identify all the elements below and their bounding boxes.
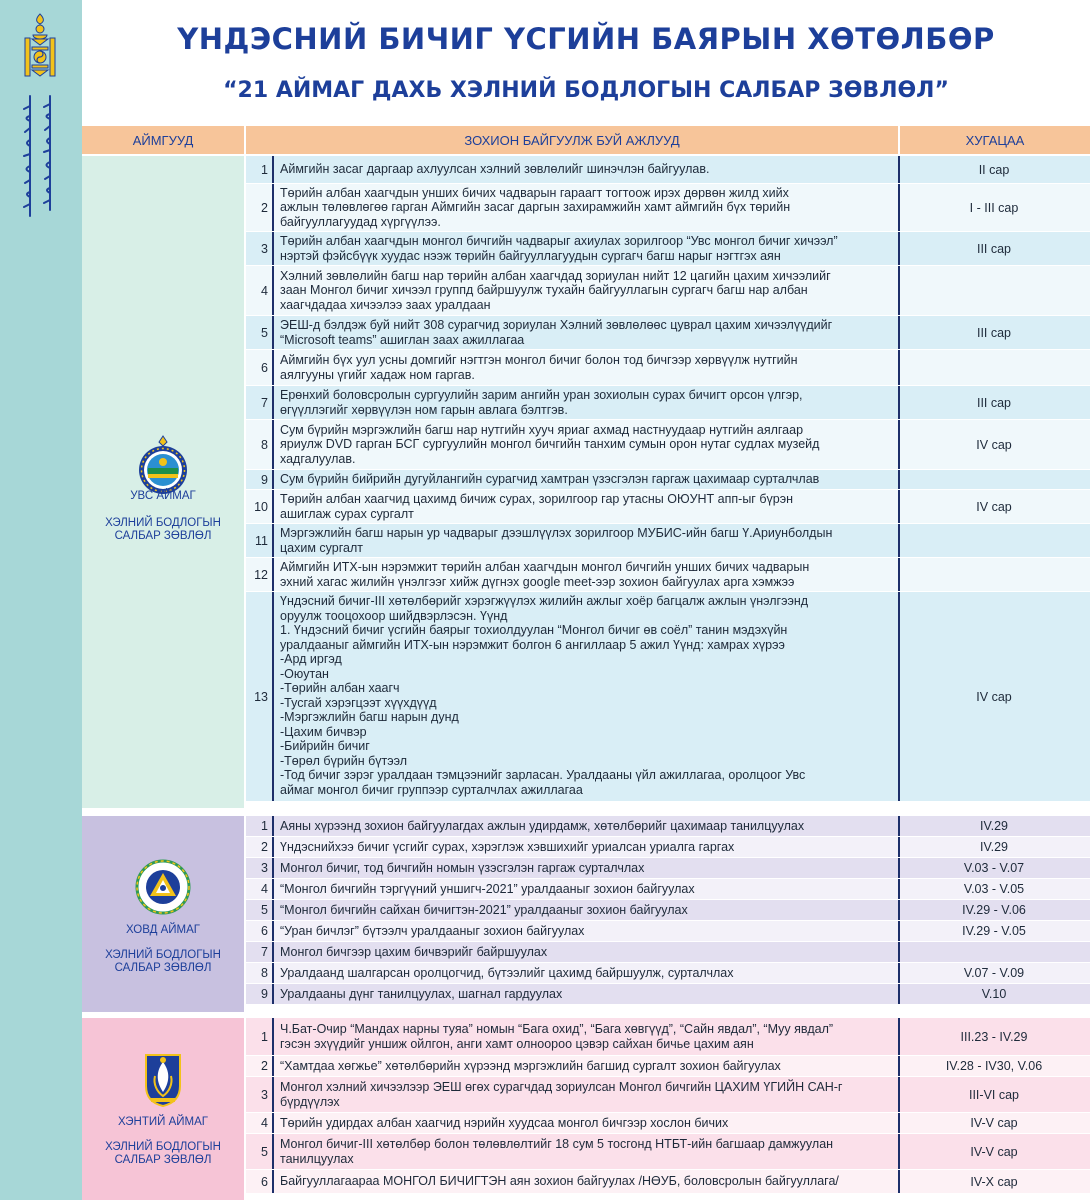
task-time: II сар <box>978 162 1010 177</box>
task-time: IV.29 - V.05 <box>962 924 1026 938</box>
task-text: “Уран бичлэг” бүтээлч уралдааныг зохион байгуулах <box>280 923 585 938</box>
table-row <box>246 858 1090 879</box>
task-time: III-VI сар <box>968 1087 1020 1102</box>
task-time: IV сар <box>976 437 1012 452</box>
table-row <box>246 316 1090 350</box>
table-row <box>246 900 1090 921</box>
task-text: “Монгол бичгийн тэргүүний уншигч-2021” уралдааныг зохион байгуулах <box>280 881 695 896</box>
row-number: 11 <box>255 533 268 548</box>
row-number: 5 <box>261 903 268 917</box>
row-number: 1 <box>261 1029 268 1044</box>
council-name-uvs: ХЭЛНИЙ БОДЛОГЫН САЛБАР ЗӨВЛӨЛ <box>105 517 221 542</box>
task-text: Хэлний зөвлөлийн багш нар төрийн албан хаагчдад зориулан нийт 12 цагийн цахим хичээлийг заан Монгол бичиг хичээл группд байршуулж тухайн байгууллагын сургагч багш нар албан хаагчдадаа хичээлээ заах уралдаан <box>280 268 831 312</box>
aimag-name-uvs: УВС АЙМАГ <box>130 490 196 502</box>
table-row <box>246 470 1090 490</box>
table-row <box>246 232 1090 266</box>
task-text: “Хамтдаа хөгжье” хөтөлбөрийн хүрээнд мэргэжлийн багшид сургалт зохион байгуулах <box>280 1058 781 1073</box>
row-number: 6 <box>261 360 268 375</box>
task-time: I - III сар <box>969 200 1019 215</box>
table-row <box>246 184 1090 232</box>
task-text: Сум бүрийн бийрийн дугуйлангийн сурагчид хамтран үзэсгэлэн гаргаж цахимаар сурталчлав <box>280 472 820 487</box>
row-number: 3 <box>261 241 268 256</box>
task-text: “Монгол бичгийн сайхан бичигтэн-2021” уралдааныг зохион байгуулах <box>280 902 688 917</box>
task-time: IV.29 <box>979 840 1009 854</box>
task-text: Монгол бичиг-III хөтөлбөр болон төлөвлөлтийг 18 сум 5 тосгонд НТБТ-ийн багшаар дамжуулан танилцуулах <box>280 1137 834 1166</box>
task-text: Төрийн удирдах албан хаагчид нэрийн хуудсаа монгол бичгээр хослон бичих <box>280 1115 729 1130</box>
table-row <box>246 558 1090 592</box>
row-number: 8 <box>261 966 268 980</box>
header-time: ХУГАЦАА <box>900 126 1090 154</box>
row-number: 2 <box>261 840 268 854</box>
task-time: III сар <box>976 241 1012 256</box>
task-time: V.03 - V.07 <box>963 861 1025 875</box>
uvs-emblem-icon <box>134 434 192 496</box>
task-time: V.10 <box>981 987 1007 1001</box>
page-title: ҮНДЭСНИЙ БИЧИГ ҮСГИЙН БАЯРЫН ХӨТӨЛБӨР <box>177 22 995 56</box>
header-tasks: ЗОХИОН БАЙГУУЛЖ БУЙ АЖЛУУД <box>246 126 898 154</box>
row-number: 12 <box>254 567 268 582</box>
table-row <box>246 1170 1090 1194</box>
table-row <box>246 490 1090 524</box>
khovd-emblem-icon <box>134 858 192 916</box>
row-number: 9 <box>261 987 268 1001</box>
header-aimag: АЙМГУУД <box>82 126 244 154</box>
task-time: III сар <box>976 395 1012 410</box>
task-time <box>900 470 1088 489</box>
task-time: III сар <box>976 325 1012 340</box>
task-time <box>900 350 1088 385</box>
table-row <box>246 350 1090 386</box>
task-time: IV.28 - IV30, V.06 <box>945 1059 1043 1073</box>
task-text: Ч.Бат-Очир “Мандах нарны туяа” номын “Бага охид”, “Бага хөвгүүд”, “Сайн явдал”, “Муу явдал” гэсэн эхүүдийг уншиж ойлгон, анги хамт олноороо цэвэр сайхан бичье цахим аян <box>280 1022 834 1051</box>
task-text: Байгууллагаараа МОНГОЛ БИЧИГТЭН аян зохион байгуулах /НӨУБ, боловсролын байгууллага/ <box>280 1174 839 1189</box>
task-time <box>900 558 1088 591</box>
row-number: 4 <box>261 882 268 896</box>
table-row <box>246 1077 1090 1113</box>
table-row <box>246 156 1090 184</box>
task-text: Уралдаанд шалгарсан оролцогчид, бүтээлийг цахимд байршуулж, сурталчлах <box>280 965 734 980</box>
task-text: Ерөнхий боловсролын сургуулийн зарим ангийн уран зохиолын сурах бичигт орсон үлгэр, өгүүллэгийг хөрвүүлэн ном гарын авлага бэлтгэв. <box>280 388 803 417</box>
task-time <box>900 524 1088 557</box>
aimag-name-khentii: ХЭНТИЙ АЙМАГ <box>117 1116 208 1128</box>
table-row <box>246 592 1090 802</box>
row-number: 1 <box>261 162 268 177</box>
table-row <box>246 879 1090 900</box>
row-number: 9 <box>261 472 268 487</box>
section-khovd <box>82 816 1090 1012</box>
task-text: Үндэсний бичиг-III хөтөлбөрийг хэрэгжүүлэх жилийн ажлыг хоёр багцалж ажлын үнэлгээнд оруулж тооцохоор шийдвэрлэсэн. Үүнд 1. Үндэсний бичиг үсгийн баярыг тохиолдуулан “Монгол бичиг өв соёл” танин мэдэхүйн уралдааныг аймгийн ИТХ-ын нэрэмжит болгон 6 ангиллаар 5 ажил Үүнд: хамрах хүрээ -Ард иргэд -Оюутан -Төрийн албан хаагч -Тусгай хэрэгцээт хүүхдүүд -Мэргэжлийн багш нарын дунд -Цахим бичвэр -Бийрийн бичиг -Төрөл бүрийн бүтээл -Тод бичиг зэрэг уралдаан тэмцээнийг зарласан. Уралдааны үйл ажиллагаа, оролцоог Увс аймаг монгол бичиг группээр сурталчлах ажиллагаа <box>280 594 809 797</box>
task-text: ЭЕШ-д бэлдэж буй нийт 308 сурагчид зориулан Хэлний зөвлөлөөс цуврал цахим хичээлүүдийг “Microsoft teams” ашиглан заах ажиллагаа <box>280 318 833 347</box>
tasks-table-khentii <box>246 1018 1090 1194</box>
row-number: 7 <box>261 945 268 959</box>
task-text: Монгол бичгээр цахим бичвэрийг байршуулах <box>280 944 548 959</box>
task-text: Төрийн албан хаагчдын унших бичих чадварын гараагт тогтоож ирэх дөрвөн жилд хийх ажлын төлөвлөгөө гарган Аймгийн засаг даргын захирамжийн хамт аймгийн бүх төрийн байгууллагуудад хүргүүлээ. <box>280 185 791 229</box>
task-text: Аяны хүрээнд зохион байгуулагдах ажлын удирдамж, хөтөлбөрийг цахимаар танилцуулах <box>280 818 805 833</box>
task-text: Уралдааны дүнг танилцуулах, шагнал гардуулах <box>280 986 563 1001</box>
table-row <box>246 837 1090 858</box>
table-row <box>246 1134 1090 1170</box>
task-text: Мэргэжлийн багш нарын ур чадварыг дээшлүүлэх зорилгоор МУБИС-ийн багш Ү.Ариунболдын цахим сургалт <box>280 526 833 555</box>
council-name-khovd: ХЭЛНИЙ БОДЛОГЫН САЛБАР ЗӨВЛӨЛ <box>105 949 221 974</box>
row-number: 8 <box>261 437 268 452</box>
task-text: Монгол хэлний хичээлээр ЭЕШ өгөх сурагчдад зориулсан Монгол бичгийн ЦАХИМ ҮГИЙН САН-г бүрдүүлэх <box>280 1080 843 1109</box>
row-number: 3 <box>261 1087 268 1102</box>
row-number: 1 <box>261 819 268 833</box>
aimag-panel-khentii <box>82 1018 244 1200</box>
section-khentii <box>82 1018 1090 1200</box>
task-text: Үндэснийхээ бичиг үсгийг сурах, хэрэглэж хэвшихийг уриалсан уриалга гаргах <box>280 839 735 854</box>
row-number: 2 <box>261 200 268 215</box>
row-number: 5 <box>261 1144 268 1159</box>
table-row <box>246 942 1090 963</box>
aimag-panel-khovd <box>82 816 244 1012</box>
task-time <box>900 266 1088 315</box>
soyombo-icon <box>22 12 58 78</box>
task-text: Аймгийн засаг даргаар ахлуулсан хэлний зөвлөлийг шинэчлэн байгуулав. <box>280 162 710 177</box>
task-time: IV-V сар <box>970 1144 1018 1159</box>
row-number: 3 <box>261 861 268 875</box>
task-text: Төрийн албан хаагчдын монгол бичгийн чадварыг ахиулах зорилгоор “Увс монгол бичиг хичээл” нэртэй фэйсбүүк хуудас нээж төрийн байгууллагуудын сургагч багш нарыг нэгтгэх аян <box>280 234 838 263</box>
mongolian-script-icon <box>14 92 68 222</box>
khentii-emblem-icon <box>143 1052 183 1108</box>
row-number: 4 <box>261 1116 268 1130</box>
row-number: 5 <box>261 325 268 340</box>
task-time: IV-X сар <box>970 1174 1018 1189</box>
table-row <box>246 1018 1090 1056</box>
table-row <box>246 524 1090 558</box>
table-row <box>246 1113 1090 1134</box>
table-row <box>246 921 1090 942</box>
row-number: 7 <box>261 395 268 410</box>
task-time: IV.29 <box>979 819 1009 833</box>
table-row <box>246 1056 1090 1077</box>
row-number: 10 <box>254 499 268 514</box>
table-row <box>246 816 1090 837</box>
task-time: IV сар <box>976 499 1012 514</box>
row-number: 13 <box>254 689 268 704</box>
aimag-panel-uvs <box>82 156 244 808</box>
tasks-table-khovd <box>246 816 1090 1005</box>
task-text: Төрийн албан хаагчид цахимд бичиж сурах, зорилгоор гар утасны ОЮУНТ апп-ыг бүрэн ашиглаж сурах сургалт <box>280 492 793 521</box>
task-time <box>900 942 1088 962</box>
table-row <box>246 386 1090 420</box>
task-text: Аймгийн бүх уул усны домгийг нэгтгэн монгол бичиг болон тод бичгээр хөрвүүлж нутгийн аялгууны үгийг хадаж ном гаргав. <box>280 353 798 382</box>
task-text: Сум бүрийн мэргэжлийн багш нар нутгийн хууч яриаг ахмад настнуудаар нутгийн аялгаар яриулж DVD гарган БСГ сургуулийн монгол бичгийн танхим сумын орон нутаг судлах музейд хадгалуулав. <box>280 422 820 466</box>
task-time: IV-V сар <box>970 1116 1018 1130</box>
task-time: IV.29 - V.06 <box>962 903 1026 917</box>
table-row <box>246 984 1090 1005</box>
row-number: 6 <box>261 924 268 938</box>
table-row <box>246 963 1090 984</box>
council-name-khentii: ХЭЛНИЙ БОДЛОГЫН САЛБАР ЗӨВЛӨЛ <box>105 1141 221 1166</box>
aimag-name-khovd: ХОВД АЙМАГ <box>125 924 201 936</box>
section-uvs <box>82 156 1090 808</box>
task-time: V.07 - V.09 <box>963 966 1025 980</box>
row-number: 2 <box>261 1059 268 1073</box>
tasks-table-uvs <box>246 156 1090 802</box>
page-subtitle: “21 АЙМАГ ДАХЬ ХЭЛНИЙ БОДЛОГЫН САЛБАР ЗӨВЛӨЛ” <box>223 78 949 103</box>
table-row <box>246 420 1090 470</box>
row-number: 6 <box>261 1174 268 1189</box>
task-text: Монгол бичиг, тод бичгийн номын үзэсгэлэн гаргаж сурталчлах <box>280 860 645 875</box>
task-time: IV сар <box>976 689 1012 704</box>
table-row <box>246 266 1090 316</box>
task-time: V.03 - V.05 <box>963 882 1025 896</box>
task-text: Аймгийн ИТХ-ын нэрэмжит төрийн албан хаагчдын монгол бичгийн унших бичих чадварын эхний хагас жилийн үнэлгээг хийж дүгнэх google meet-ээр зохион байгуулах арга хэмжээ <box>280 560 810 589</box>
task-time: III.23 - IV.29 <box>960 1029 1028 1044</box>
left-color-strip <box>0 0 82 1200</box>
row-number: 4 <box>261 283 268 298</box>
